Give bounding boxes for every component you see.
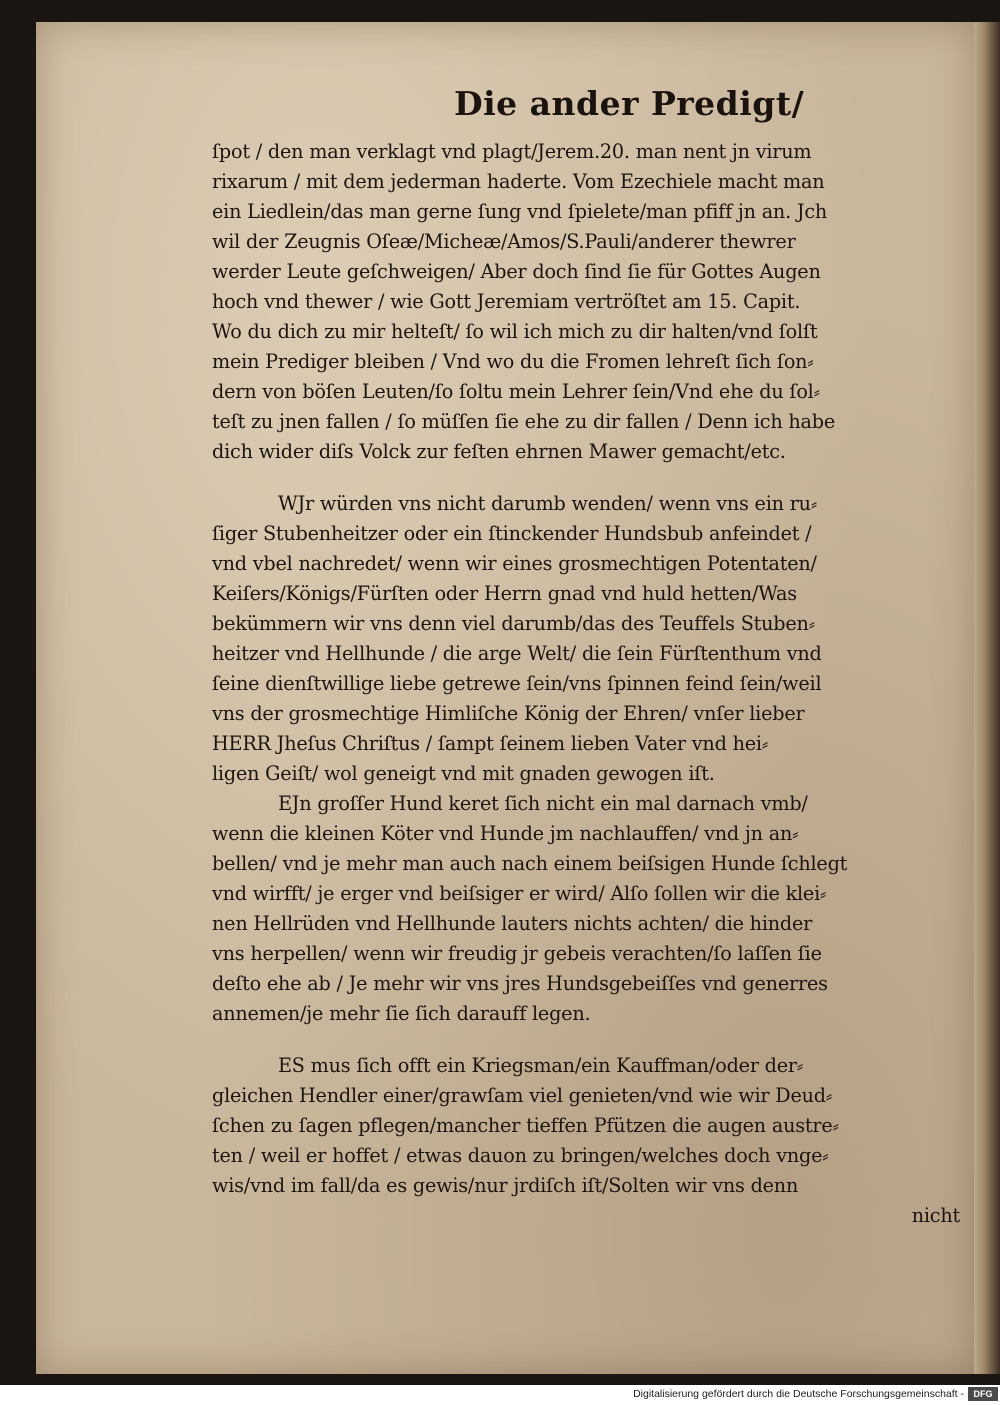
text-line: hoch vnd thewer / wie Gott Jeremiam vertröſtet am 15. Capit. <box>212 290 801 313</box>
text-line: ſchen zu ſagen pflegen/mancher tieffen Pfützen die augen austre⸗ <box>212 1114 839 1137</box>
text-line: HERR Jheſus Chriſtus / ſampt ſeinem lieben Vater vnd hei⸗ <box>212 732 769 755</box>
text-line: vnd wirfft/ je erger vnd beiſsiger er wird/ Alſo ſollen wir die klei⸗ <box>212 882 827 905</box>
funding-credit: Digitalisierung gefördert durch die Deutsche Forschungsgemeinschaft - <box>633 1388 964 1400</box>
text-line: deſto ehe ab / Je mehr wir vns jres Hundsgebeiſſes vnd generres <box>212 972 828 995</box>
text-line: ein Liedlein/das man gerne ſung vnd ſpielete/man pfiff jn an. Jch <box>212 200 828 223</box>
paragraph-start-line: WJr würden vns nicht darumb wenden/ wenn vns ein ru⸗ <box>278 492 818 515</box>
text-line: vnd vbel nachredet/ wenn wir eines grosmechtigen Potentaten/ <box>212 552 817 575</box>
text-line: bellen/ vnd je mehr man auch nach einem beiſsigen Hunde ſchlegt <box>212 852 848 875</box>
text-line: annemen/je mehr ſie ſich darauff legen. <box>212 1002 591 1025</box>
text-line: nen Hellrüden vnd Hellhunde lauters nichts achten/ die hinder <box>212 912 813 935</box>
text-line: vns der grosmechtige Himliſche König der Ehren/ vnſer lieber <box>212 702 805 725</box>
text-line: gleichen Hendler einer/grawſam viel genieten/vnd wie wir Deud⸗ <box>212 1084 833 1107</box>
body-text <box>212 137 964 1231</box>
text-line: werder Leute geſchweigen/ Aber doch ſind ſie für Gottes Augen <box>212 260 821 283</box>
text-line: wil der Zeugnis Oſeæ/Micheæ/Amos/S.Pauli/anderer thewrer <box>212 230 796 253</box>
text-line: mein Prediger bleiben / Vnd wo du die Fromen lehreſt ſich ſon⸗ <box>212 350 814 373</box>
text-line: heitzer vnd Hellhunde / die arge Welt/ die ſein Fürſtenthum vnd <box>212 642 822 665</box>
paragraph-start-line: EJn groſſer Hund keret ſich nicht ein mal darnach vmb/ <box>278 792 808 815</box>
text-line: vns herpellen/ wenn wir freudig jr gebeis verachten/ſo laſſen ſie <box>212 942 822 965</box>
text-line: ten / weil er hoffet / etwas dauon zu bringen/welches doch vnge⸗ <box>212 1144 829 1167</box>
footer-bar <box>0 1385 1000 1405</box>
text-line: ſpot / den man verklagt vnd plagt/Jerem.20. man nent jn virum <box>212 140 812 163</box>
running-head: Die ander Predigt/ <box>454 84 805 123</box>
text-line: wenn die kleinen Köter vnd Hunde jm nachlauffen/ vnd jn an⸗ <box>212 822 799 845</box>
text-line: ligen Geiſt/ wol geneigt vnd mit gnaden gewogen iſt. <box>212 762 715 785</box>
page-edge <box>974 22 1000 1374</box>
text-line: rixarum / mit dem jederman haderte. Vom Ezechiele macht man <box>212 170 825 193</box>
text-line: dich wider diſs Volck zur feſten ehrnen Mawer gemacht/etc. <box>212 440 786 463</box>
text-line: dern von böſen Leuten/ſo ſoltu mein Lehrer ſein/Vnd ehe du ſol⸗ <box>212 380 820 403</box>
dfg-logo-icon: DFG <box>968 1387 998 1401</box>
text-line: ſeine dienſtwillige liebe getrewe ſein/vns ſpinnen feind ſein/weil <box>212 672 822 695</box>
catchword: nicht <box>911 1204 960 1227</box>
paragraph-start-line: ES mus ſich offt ein Kriegsman/ein Kauffman/oder der⸗ <box>278 1054 804 1077</box>
text-line: bekümmern wir vns denn viel darumb/das des Teuffels Stuben⸗ <box>212 612 815 635</box>
text-line: Keiſers/Königs/Fürſten oder Herrn gnad vnd huld hetten/Was <box>212 582 797 605</box>
text-line: teſt zu jnen fallen / ſo müſſen ſie ehe zu dir fallen / Denn ich habe <box>212 410 836 433</box>
text-line: wis/vnd im fall/da es gewis/nur jrdiſch iſt/Solten wir vns denn <box>212 1174 799 1197</box>
text-line: Wo du dich zu mir helteſt/ ſo wil ich mich zu dir halten/vnd ſolſt <box>212 320 818 343</box>
text-line: ſiger Stubenheitzer oder ein ſtinckender Hundsbub anfeindet / <box>212 522 812 545</box>
